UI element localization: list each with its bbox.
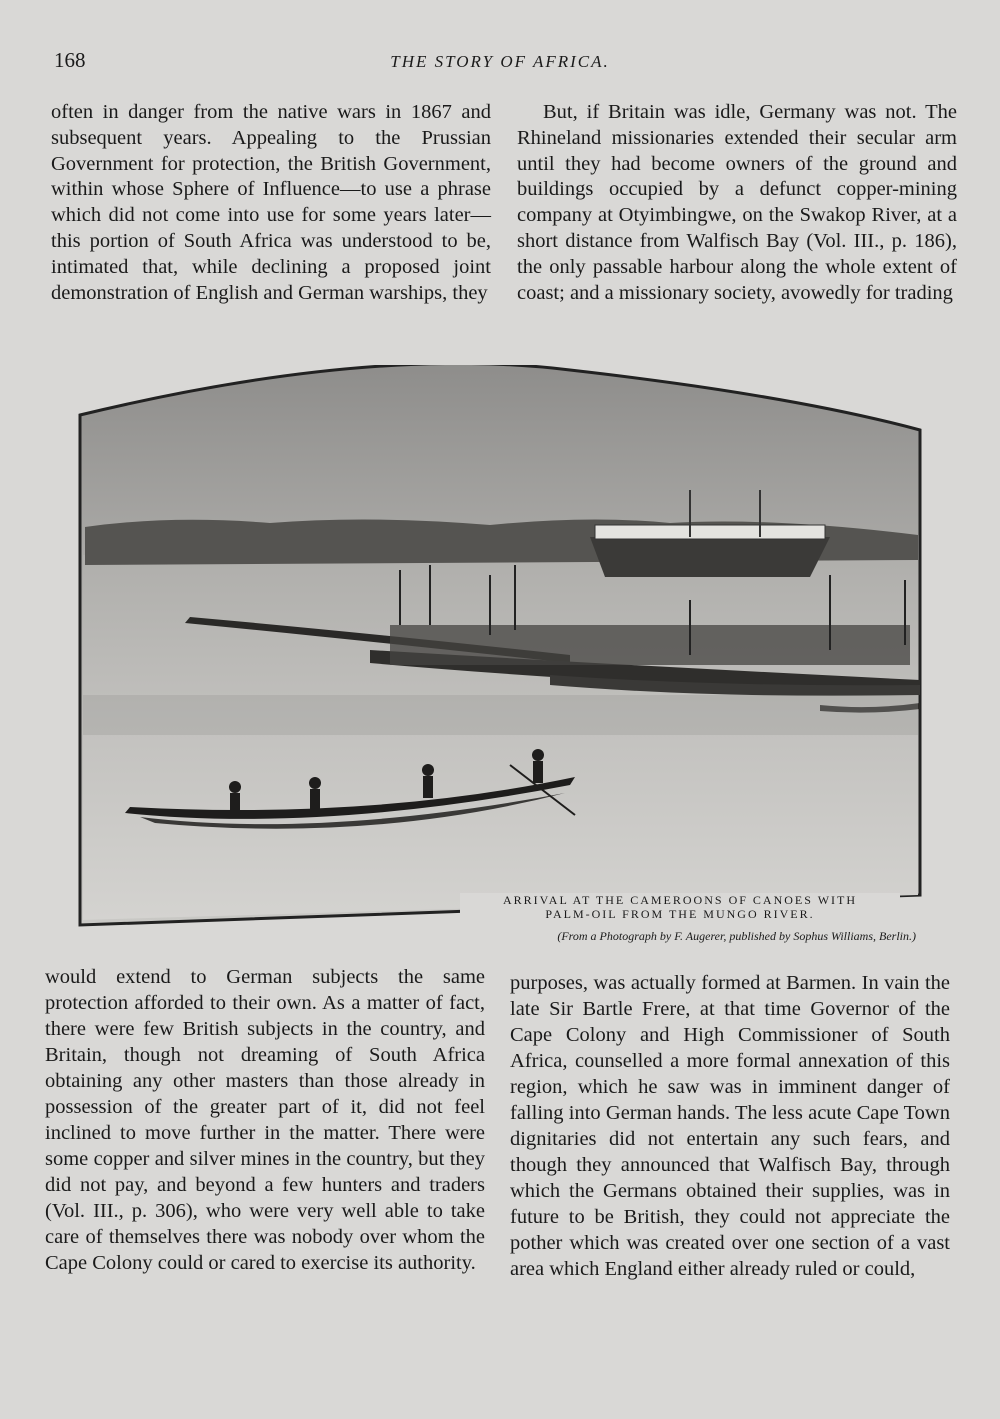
- text-column-top-right: [517, 100, 957, 306]
- running-head: THE STORY OF AFRICA.: [390, 52, 610, 71]
- paragraph: would extend to German subjects the same protection afforded to their own. As a matter of fact, there were few British subjects in the country, and Britain, though not dreaming of South Africa obtaining any other masters than those already in possession of the greater part of it, did not feel inclined to move further in the matter. There were some copper and silver mines in the country, but they did not pay, and beyond a few hunters and traders (Vol. III., p. 306), who were very well able to take care of themselves there was nobody over whom the Cape Colony could or cared to exercise its authority.: [45, 966, 485, 1274]
- text-column-top-left: [51, 100, 491, 306]
- paragraph: purposes, was actually formed at Barmen. In vain the late Sir Bartle Frere, at that time Governor of the Cape Colony and High Commissioner of South Africa, counselled a more formal annexation of this region, which he saw was in imminent danger of falling into German hands. The less acute Cape Town dignitaries did not entertain any such fears, and though they announced that Walfisch Bay, through which the Germans obtained their supplies, was in future to be British, they could not appreciate the pother which was created over one section of a vast area which England either already ruled or could,: [510, 972, 950, 1280]
- text-column-bottom-right: [510, 970, 950, 1282]
- caption-line: ARRIVAL AT THE CAMEROONS OF CANOES WITH: [502, 893, 858, 907]
- page-number: 168: [54, 48, 86, 72]
- paragraph: But, if Britain was idle, Germany was not. The Rhineland missionaries extended their secular arm until they had become owners of the ground and buildings occupied by a defunct copper-mining company at Otyimbingwe, on the Swakop River, at a short distance from Walfisch Bay (Vol. III., p. 186), the only passable harbour along the whole extent of coast; and a missionary society, avowedly for trading: [517, 101, 957, 304]
- text-column-bottom-left: [45, 964, 485, 1276]
- canoe-engraving: [70, 365, 930, 945]
- illustration: [70, 365, 930, 945]
- caption-line: PALM-OIL FROM THE MUNGO RIVER.: [545, 907, 815, 921]
- figure-credit: (From a Photograph by F. Augerer, published by Sophus Williams, Berlin.): [557, 929, 916, 943]
- paragraph: often in danger from the native wars in 1867 and subsequent years. Appealing to the Prussian Government for protection, the British Government, within whose Sphere of Influence—to use a phrase which did not come into use for some years later—this portion of South Africa was understood to be, intimated that, while declining a proposed joint demonstration of English and German warships, they: [51, 101, 491, 304]
- figure-caption: [460, 893, 900, 921]
